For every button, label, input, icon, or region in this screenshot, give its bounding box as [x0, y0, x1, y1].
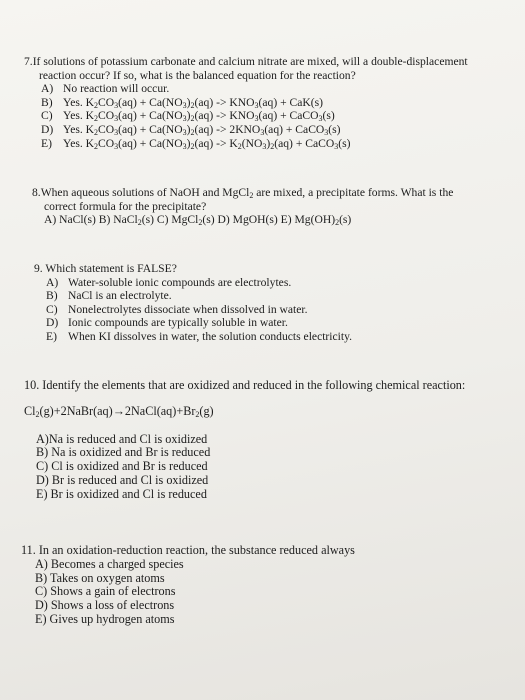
question-9-option-c: C) Nonelectrolytes dissociate when dissolved in water.	[46, 302, 308, 316]
question-9	[34, 262, 352, 344]
question-11-option-c: C) Shows a gain of electrons	[35, 584, 176, 599]
question-9-stem: 9. Which statement is FALSE?	[34, 262, 177, 275]
question-11-options	[21, 558, 355, 627]
question-10-options	[24, 433, 465, 502]
question-11-option-b: B) Takes on oxygen atoms	[35, 570, 165, 585]
question-9-option-d: D) Ionic compounds are typically soluble in water.	[46, 316, 288, 330]
question-10-equation: $Cl_2(g)+2NaBr(aq)\to 2NaCl(aq)+Br_2(g)$	[24, 403, 214, 419]
question-9-options	[34, 276, 352, 344]
question-9-option-a: A) Water-soluble ionic compounds are electrolytes.	[46, 275, 292, 289]
question-10-option-b: B) Na is oxidized and Br is reduced	[36, 445, 211, 460]
question-7-option-c: C) Yes. $K_2CO_3(aq) + Ca(NO_3)_2(aq) -> KNO_3(aq)$ + CaCO$_3$(s)	[41, 109, 335, 124]
question-10-option-d: D) Br is reduced and Cl is oxidized	[36, 472, 209, 487]
question-7-option-e: E) Yes. $K_2CO_3(aq) + Ca(NO_3)_2(aq) -> K_2(NO_3)_2(aq)$ + CaCO$_3$(s)	[41, 136, 351, 151]
question-9-option-b: B) NaCl is an electrolyte.	[46, 289, 172, 303]
question-11-option-e: E) Gives up hydrogen atoms	[35, 611, 175, 626]
question-10-option-c: C) Cl is oxidized and Br is reduced	[36, 459, 208, 474]
question-8-stem-line-2: correct formula for the precipitate?	[44, 199, 207, 213]
question-10-stem: 10. Identify the elements that are oxidized and reduced in the following chemical reaction:	[24, 378, 466, 392]
question-10	[24, 379, 465, 502]
question-7-option-d: D) Yes. $K_2CO_3(aq) + Ca(NO_3)_2(aq) -> 2KNO_3(aq)$ + CaCO$_3$(s)	[41, 122, 341, 137]
question-7-options	[24, 82, 468, 150]
question-11	[21, 544, 355, 627]
question-11-option-a: A) Becomes a charged species	[35, 556, 184, 571]
question-8	[32, 186, 453, 227]
question-7-option-b: B) Yes. $K_2CO_3(aq) + Ca(NO_3)_2(aq) -> KNO_3(aq) + CaK(s)$	[41, 95, 324, 110]
question-7-stem-line-2: reaction occur? If so, what is the balanced equation for the reaction?	[39, 68, 356, 82]
question-10-option-a: A)Na is reduced and Cl is oxidized	[36, 431, 208, 446]
question-8-answers: A) NaCl(s) B) NaCl$_2$(s) C) MgCl$_2$(s) D) MgOH(s) E) $Mg(OH)_2(s)$	[44, 213, 352, 228]
question-7-stem-line-1: 7.If solutions of potassium carbonate and calcium nitrate are mixed, will a double-displacement	[24, 55, 468, 68]
question-8-stem-line-1: 8.When aqueous solutions of NaOH and MgCl$_2$ are mixed, a precipitate forms. What is the	[32, 186, 454, 200]
question-10-option-e: E) Br is oxidized and Cl is reduced	[36, 486, 207, 501]
question-11-stem: 11. In an oxidation-reduction reaction, the substance reduced always	[21, 543, 355, 557]
question-11-option-d: D) Shows a loss of electrons	[35, 598, 175, 613]
question-7	[24, 55, 468, 150]
question-7-option-a: A) No reaction will occur.	[41, 82, 170, 96]
question-9-option-e: E) When KI dissolves in water, the solution conducts electricity.	[46, 329, 353, 343]
